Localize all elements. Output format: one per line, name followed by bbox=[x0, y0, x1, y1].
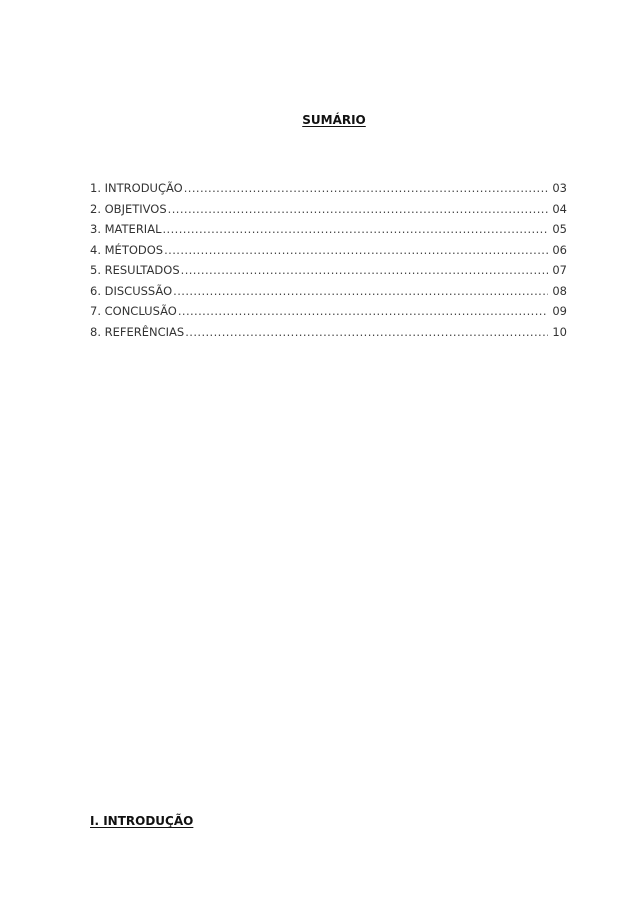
toc-dot-leader bbox=[173, 281, 548, 302]
toc-dot-leader bbox=[168, 199, 549, 220]
toc-entry-label: 4. MÉTODOS bbox=[90, 242, 164, 257]
toc-entry-label: 8. REFERÊNCIAS bbox=[90, 324, 185, 339]
toc-entry-page: 07 bbox=[552, 263, 567, 277]
toc-dot-leader bbox=[178, 301, 549, 322]
toc-entry-introducao bbox=[90, 178, 567, 199]
toc-entry-label: 6. DISCUSSÃO bbox=[90, 283, 173, 298]
toc-entry-label: 7. CONCLUSÃO bbox=[90, 304, 177, 318]
toc-entry-objetivos bbox=[90, 199, 567, 220]
toc-dot-leader bbox=[162, 219, 548, 240]
toc-entry-page: 06 bbox=[552, 242, 567, 257]
toc-entry-page: 05 bbox=[552, 222, 567, 236]
toc-entry-page: 09 bbox=[552, 304, 567, 318]
toc-dot-leader bbox=[185, 322, 548, 343]
toc-entry-page: 04 bbox=[552, 201, 567, 216]
toc-entry-conclusao bbox=[90, 301, 567, 322]
section-heading-introducao: I. INTRODUÇÃO bbox=[90, 814, 194, 828]
toc-entry-label: 3. MATERIAL bbox=[90, 222, 162, 236]
toc-title: SUMÁRIO bbox=[302, 113, 366, 127]
toc-entry-discussao bbox=[90, 281, 567, 302]
toc-entry-label: 1. INTRODUÇÃO bbox=[90, 181, 183, 195]
toc-dot-leader bbox=[164, 240, 548, 261]
toc-entry-page: 08 bbox=[552, 283, 567, 298]
toc-entry-label: 5. RESULTADOS bbox=[90, 263, 180, 277]
toc-entry-metodos bbox=[90, 240, 567, 261]
toc-entry-label: 2. OBJETIVOS bbox=[90, 201, 167, 216]
toc-entry-material bbox=[90, 219, 567, 240]
toc-entry-referencias bbox=[90, 322, 567, 343]
toc-entry-resultados bbox=[90, 260, 567, 281]
toc-dot-leader bbox=[181, 260, 549, 281]
toc-entry-page: 10 bbox=[552, 324, 567, 339]
toc-entry-page: 03 bbox=[552, 181, 567, 195]
table-of-contents bbox=[90, 178, 567, 342]
toc-dot-leader bbox=[184, 178, 549, 199]
